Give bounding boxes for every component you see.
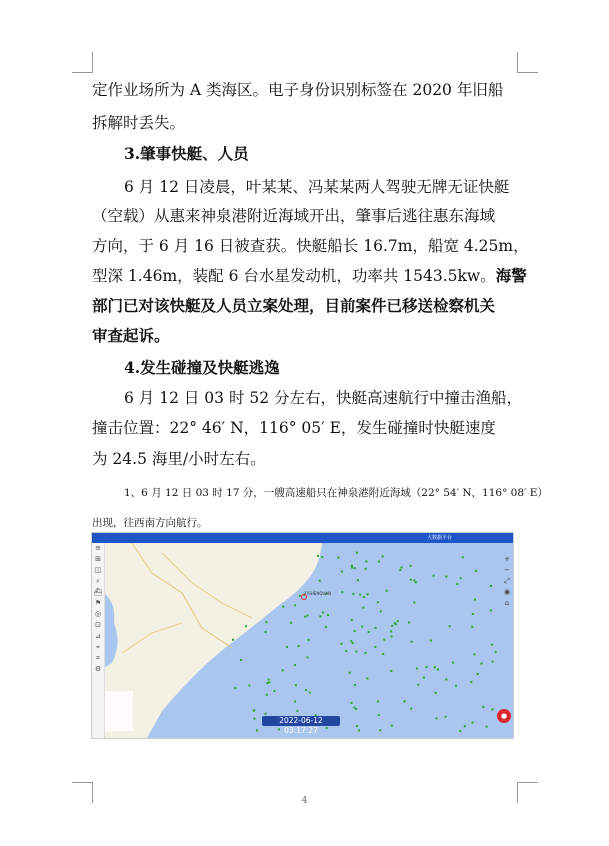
crop-mark-top-left [72, 52, 93, 73]
ship-marker[interactable] [265, 621, 267, 623]
ship-marker[interactable] [361, 626, 363, 628]
ship-marker[interactable] [356, 725, 358, 727]
ship-marker[interactable] [294, 701, 296, 703]
right-toolbar [503, 555, 511, 610]
home-icon[interactable]: ⌂ [504, 599, 510, 607]
map-screenshot [91, 532, 514, 739]
ship-marker[interactable] [430, 640, 432, 642]
topbar-label: 大数据平台 [427, 535, 453, 541]
record-button[interactable]: ● [497, 709, 511, 723]
ship-icon[interactable]: ⛴ [93, 588, 103, 596]
ship-marker[interactable] [356, 552, 358, 554]
crop-mark-top-right [517, 52, 538, 73]
page-number: 4 [301, 796, 308, 806]
ship-marker[interactable] [411, 641, 413, 643]
filter-icon[interactable]: ⊞ [95, 555, 101, 563]
ship-marker[interactable] [433, 575, 435, 577]
ship-marker[interactable] [410, 579, 412, 581]
ship-marker[interactable] [321, 556, 323, 558]
ship-marker[interactable] [234, 687, 236, 689]
ship-marker[interactable] [368, 631, 370, 633]
paragraph-line: （空载）从惠来神泉港附近海域开出，肇事后逃往惠东海域 [92, 207, 496, 225]
ship-marker[interactable] [309, 692, 311, 694]
ship-marker[interactable] [397, 620, 399, 622]
ship-marker[interactable] [355, 651, 357, 653]
ship-marker[interactable] [401, 567, 403, 569]
ship-marker[interactable] [410, 708, 412, 710]
ship-marker[interactable] [294, 664, 296, 666]
ship-marker[interactable] [486, 726, 488, 728]
ship-marker[interactable] [248, 685, 250, 687]
ship-marker[interactable] [319, 580, 321, 582]
ship-marker[interactable] [337, 557, 339, 559]
figure-caption: 1、6 月 12 日 03 时 17 分，一艘高速船只在神泉港附近海域（22° 54′ N，116° 08′ E） [124, 487, 548, 499]
ship-marker[interactable] [290, 622, 292, 624]
ship-marker[interactable] [245, 625, 247, 627]
ship-marker[interactable] [296, 710, 298, 712]
ship-marker[interactable] [437, 669, 439, 671]
ship-marker[interactable] [390, 630, 392, 632]
settings-icon[interactable]: ⚙ [94, 665, 102, 673]
ship-marker[interactable] [367, 593, 369, 595]
ship-marker[interactable] [470, 681, 472, 683]
ship-marker[interactable] [357, 579, 359, 581]
ship-marker[interactable] [449, 625, 451, 627]
ship-marker[interactable] [362, 607, 364, 609]
ship-marker[interactable] [352, 642, 354, 644]
zoom-in-icon[interactable]: + [504, 555, 510, 563]
ship-marker[interactable] [464, 725, 466, 727]
pin-icon[interactable]: ⌖ [96, 643, 100, 651]
ship-marker[interactable] [408, 622, 410, 624]
ship-marker[interactable] [322, 611, 324, 613]
flag-icon[interactable]: ⚑ [94, 599, 102, 607]
ship-marker[interactable] [326, 727, 328, 729]
ship-marker[interactable] [462, 556, 464, 558]
paragraph-line: 6 月 12 日凌晨，叶某某、冯某某两人驾驶无牌无证快艇 [124, 178, 510, 196]
ship-marker[interactable] [308, 639, 310, 641]
ship-marker[interactable] [232, 639, 234, 641]
ship-marker[interactable] [472, 613, 474, 615]
ship-marker[interactable] [378, 561, 380, 563]
ship-marker[interactable] [351, 567, 353, 569]
ship-marker[interactable] [365, 568, 367, 570]
ship-marker[interactable] [351, 565, 353, 567]
paragraph-line: 方向，于 6 月 16 日被查获。快艇船长 16.7m，船宽 4.25m， [92, 237, 529, 255]
figure-caption: 出现，往西南方向航行。 [92, 517, 208, 529]
section-heading: 3.肇事快艇、人员 [124, 144, 249, 163]
layers-icon[interactable]: ◫ [94, 566, 102, 574]
ship-marker[interactable] [319, 615, 321, 617]
ship-marker[interactable] [351, 702, 353, 704]
ship-marker[interactable] [359, 594, 361, 596]
ship-marker[interactable] [490, 610, 492, 612]
ship-marker[interactable] [317, 555, 319, 557]
ship-marker[interactable] [379, 729, 381, 731]
ruler-icon[interactable]: ⊿ [95, 632, 101, 640]
ship-marker[interactable] [471, 626, 473, 628]
ship-marker[interactable] [445, 576, 447, 578]
ship-marker[interactable] [354, 567, 356, 569]
map-canvas [92, 533, 513, 738]
ship-marker[interactable] [377, 701, 379, 703]
ship-marker[interactable] [265, 631, 267, 633]
ship-marker[interactable] [282, 669, 284, 671]
ship-marker[interactable] [404, 700, 406, 702]
map-legend [105, 691, 133, 731]
ship-marker[interactable] [474, 599, 476, 601]
ship-marker[interactable] [491, 644, 493, 646]
ship-marker[interactable] [482, 706, 484, 708]
ship-marker[interactable] [459, 730, 461, 732]
ship-marker[interactable] [325, 626, 327, 628]
paragraph-line: 定作业场所为 A 类海区。电子身份识别标签在 2020 年旧船 [92, 81, 504, 99]
timestamp-badge: 2022-06-12 03:17:27 [262, 716, 340, 726]
ship-marker[interactable] [266, 682, 268, 684]
ship-marker[interactable] [354, 707, 356, 709]
ship-marker[interactable] [475, 570, 477, 572]
ship-marker[interactable] [286, 646, 288, 648]
ship-marker[interactable] [268, 679, 270, 681]
ship-marker[interactable] [341, 643, 343, 645]
paragraph-line-bold: 部门已对该快艇及人员立案处理，目前案件已移送检察机关 [92, 296, 496, 315]
paragraph-line: 撞击位置：22° 46′ N，116° 05′ E，发生碰撞时快艇速度 [92, 419, 496, 437]
ship-marker[interactable] [299, 595, 301, 597]
ship-marker[interactable] [349, 672, 351, 674]
ship-marker[interactable] [491, 708, 493, 710]
locate-icon[interactable]: ◉ [503, 588, 511, 596]
ship-marker[interactable] [435, 692, 437, 694]
ship-marker[interactable] [390, 670, 392, 672]
app-topbar [92, 533, 513, 543]
ship-marker[interactable] [399, 569, 401, 571]
ship-marker[interactable] [265, 713, 267, 715]
ship-marker[interactable] [375, 627, 377, 629]
ship-marker[interactable] [495, 651, 497, 653]
target-icon[interactable]: ◎ [94, 610, 102, 618]
ship-marker[interactable] [456, 583, 458, 585]
menu-icon[interactable]: ≡ [95, 544, 101, 552]
section-heading: 4.发生碰撞及快艇逃逸 [124, 358, 280, 377]
measure-icon[interactable]: ⌗ [96, 654, 100, 662]
ship-marker[interactable] [366, 678, 368, 680]
ship-marker[interactable] [417, 684, 419, 686]
paragraph-line: 6 月 12 日 03 时 52 分左右，快艇高速航行中撞击渔船， [124, 389, 523, 407]
ship-marker[interactable] [386, 590, 388, 592]
ship-marker[interactable] [327, 614, 329, 616]
ship-marker[interactable] [426, 666, 428, 668]
ship-marker[interactable] [452, 662, 454, 664]
ship-marker[interactable] [374, 646, 376, 648]
ship-marker[interactable] [254, 718, 256, 720]
ship-marker[interactable] [354, 684, 356, 686]
ship-marker[interactable] [266, 694, 268, 696]
ship-marker[interactable] [307, 656, 309, 658]
ship-marker[interactable] [240, 659, 242, 661]
ship-marker[interactable] [416, 667, 418, 669]
ship-marker[interactable] [410, 565, 412, 567]
ship-marker[interactable] [477, 673, 479, 675]
ship-marker[interactable] [383, 639, 385, 641]
fullscreen-icon[interactable]: ⤢ [504, 577, 510, 585]
ship-marker[interactable] [282, 606, 284, 608]
ship-marker[interactable] [364, 652, 366, 654]
ship-marker[interactable] [445, 678, 447, 680]
ship-marker[interactable] [274, 690, 276, 692]
ship-marker[interactable] [345, 650, 347, 652]
ship-marker[interactable] [298, 645, 300, 647]
ship-marker[interactable] [363, 596, 365, 598]
ship-marker[interactable] [307, 615, 309, 617]
ship-marker[interactable] [455, 685, 457, 687]
paragraph-line-bold: 审查起诉。 [92, 326, 170, 345]
ship-marker[interactable] [391, 635, 393, 637]
ship-marker[interactable] [305, 689, 307, 691]
ship-marker[interactable] [472, 722, 474, 724]
ship-marker[interactable] [253, 710, 255, 712]
ship-marker[interactable] [391, 725, 393, 727]
ship-marker[interactable] [341, 591, 343, 593]
ship-marker[interactable] [481, 663, 483, 665]
ship-marker[interactable] [382, 555, 384, 557]
ship-marker[interactable] [382, 653, 384, 655]
ship-marker[interactable] [378, 714, 380, 716]
ship-label: ??SHENQUAN [304, 591, 332, 596]
paragraph-line: 拆解时丢失。 [92, 114, 186, 132]
ship-marker[interactable] [295, 684, 297, 686]
ship-marker[interactable] [460, 577, 462, 579]
ship-marker[interactable] [365, 560, 367, 562]
ship-marker[interactable] [415, 581, 417, 583]
ship-marker[interactable] [490, 585, 492, 587]
ship-marker[interactable] [304, 616, 306, 618]
paragraph-line: 型深 1.46m，装配 6 台水星发动机，功率共 1543.5kw。海警 [92, 266, 527, 285]
ship-marker[interactable] [423, 677, 425, 679]
left-toolbar [92, 543, 105, 738]
ship-marker[interactable] [351, 619, 353, 621]
ship-marker[interactable] [294, 604, 296, 606]
ship-marker[interactable] [434, 666, 436, 668]
ship-marker[interactable] [492, 661, 494, 663]
ship-marker[interactable] [341, 571, 343, 573]
ship-marker[interactable] [256, 729, 258, 731]
zoom-out-icon[interactable]: − [504, 566, 510, 574]
ship-marker[interactable] [377, 601, 379, 603]
ship-marker[interactable] [358, 729, 360, 731]
ship-marker[interactable] [445, 716, 447, 718]
paragraph-line: 为 24.5 海里/小时左右。 [92, 450, 266, 468]
ship-marker[interactable] [268, 681, 270, 683]
ship-marker[interactable] [278, 728, 280, 730]
search-icon[interactable]: ⌕ [96, 577, 100, 585]
ship-marker[interactable] [380, 611, 382, 613]
lock-icon[interactable]: ⊡ [95, 621, 101, 629]
ship-marker[interactable] [473, 653, 475, 655]
ship-marker[interactable] [413, 602, 415, 604]
ship-marker[interactable] [350, 640, 352, 642]
ship-marker[interactable] [352, 593, 354, 595]
ship-marker[interactable] [413, 579, 415, 581]
ship-marker[interactable] [354, 630, 356, 632]
ship-marker[interactable] [394, 622, 396, 624]
ship-marker[interactable] [436, 717, 438, 719]
ship-marker[interactable] [391, 625, 393, 627]
